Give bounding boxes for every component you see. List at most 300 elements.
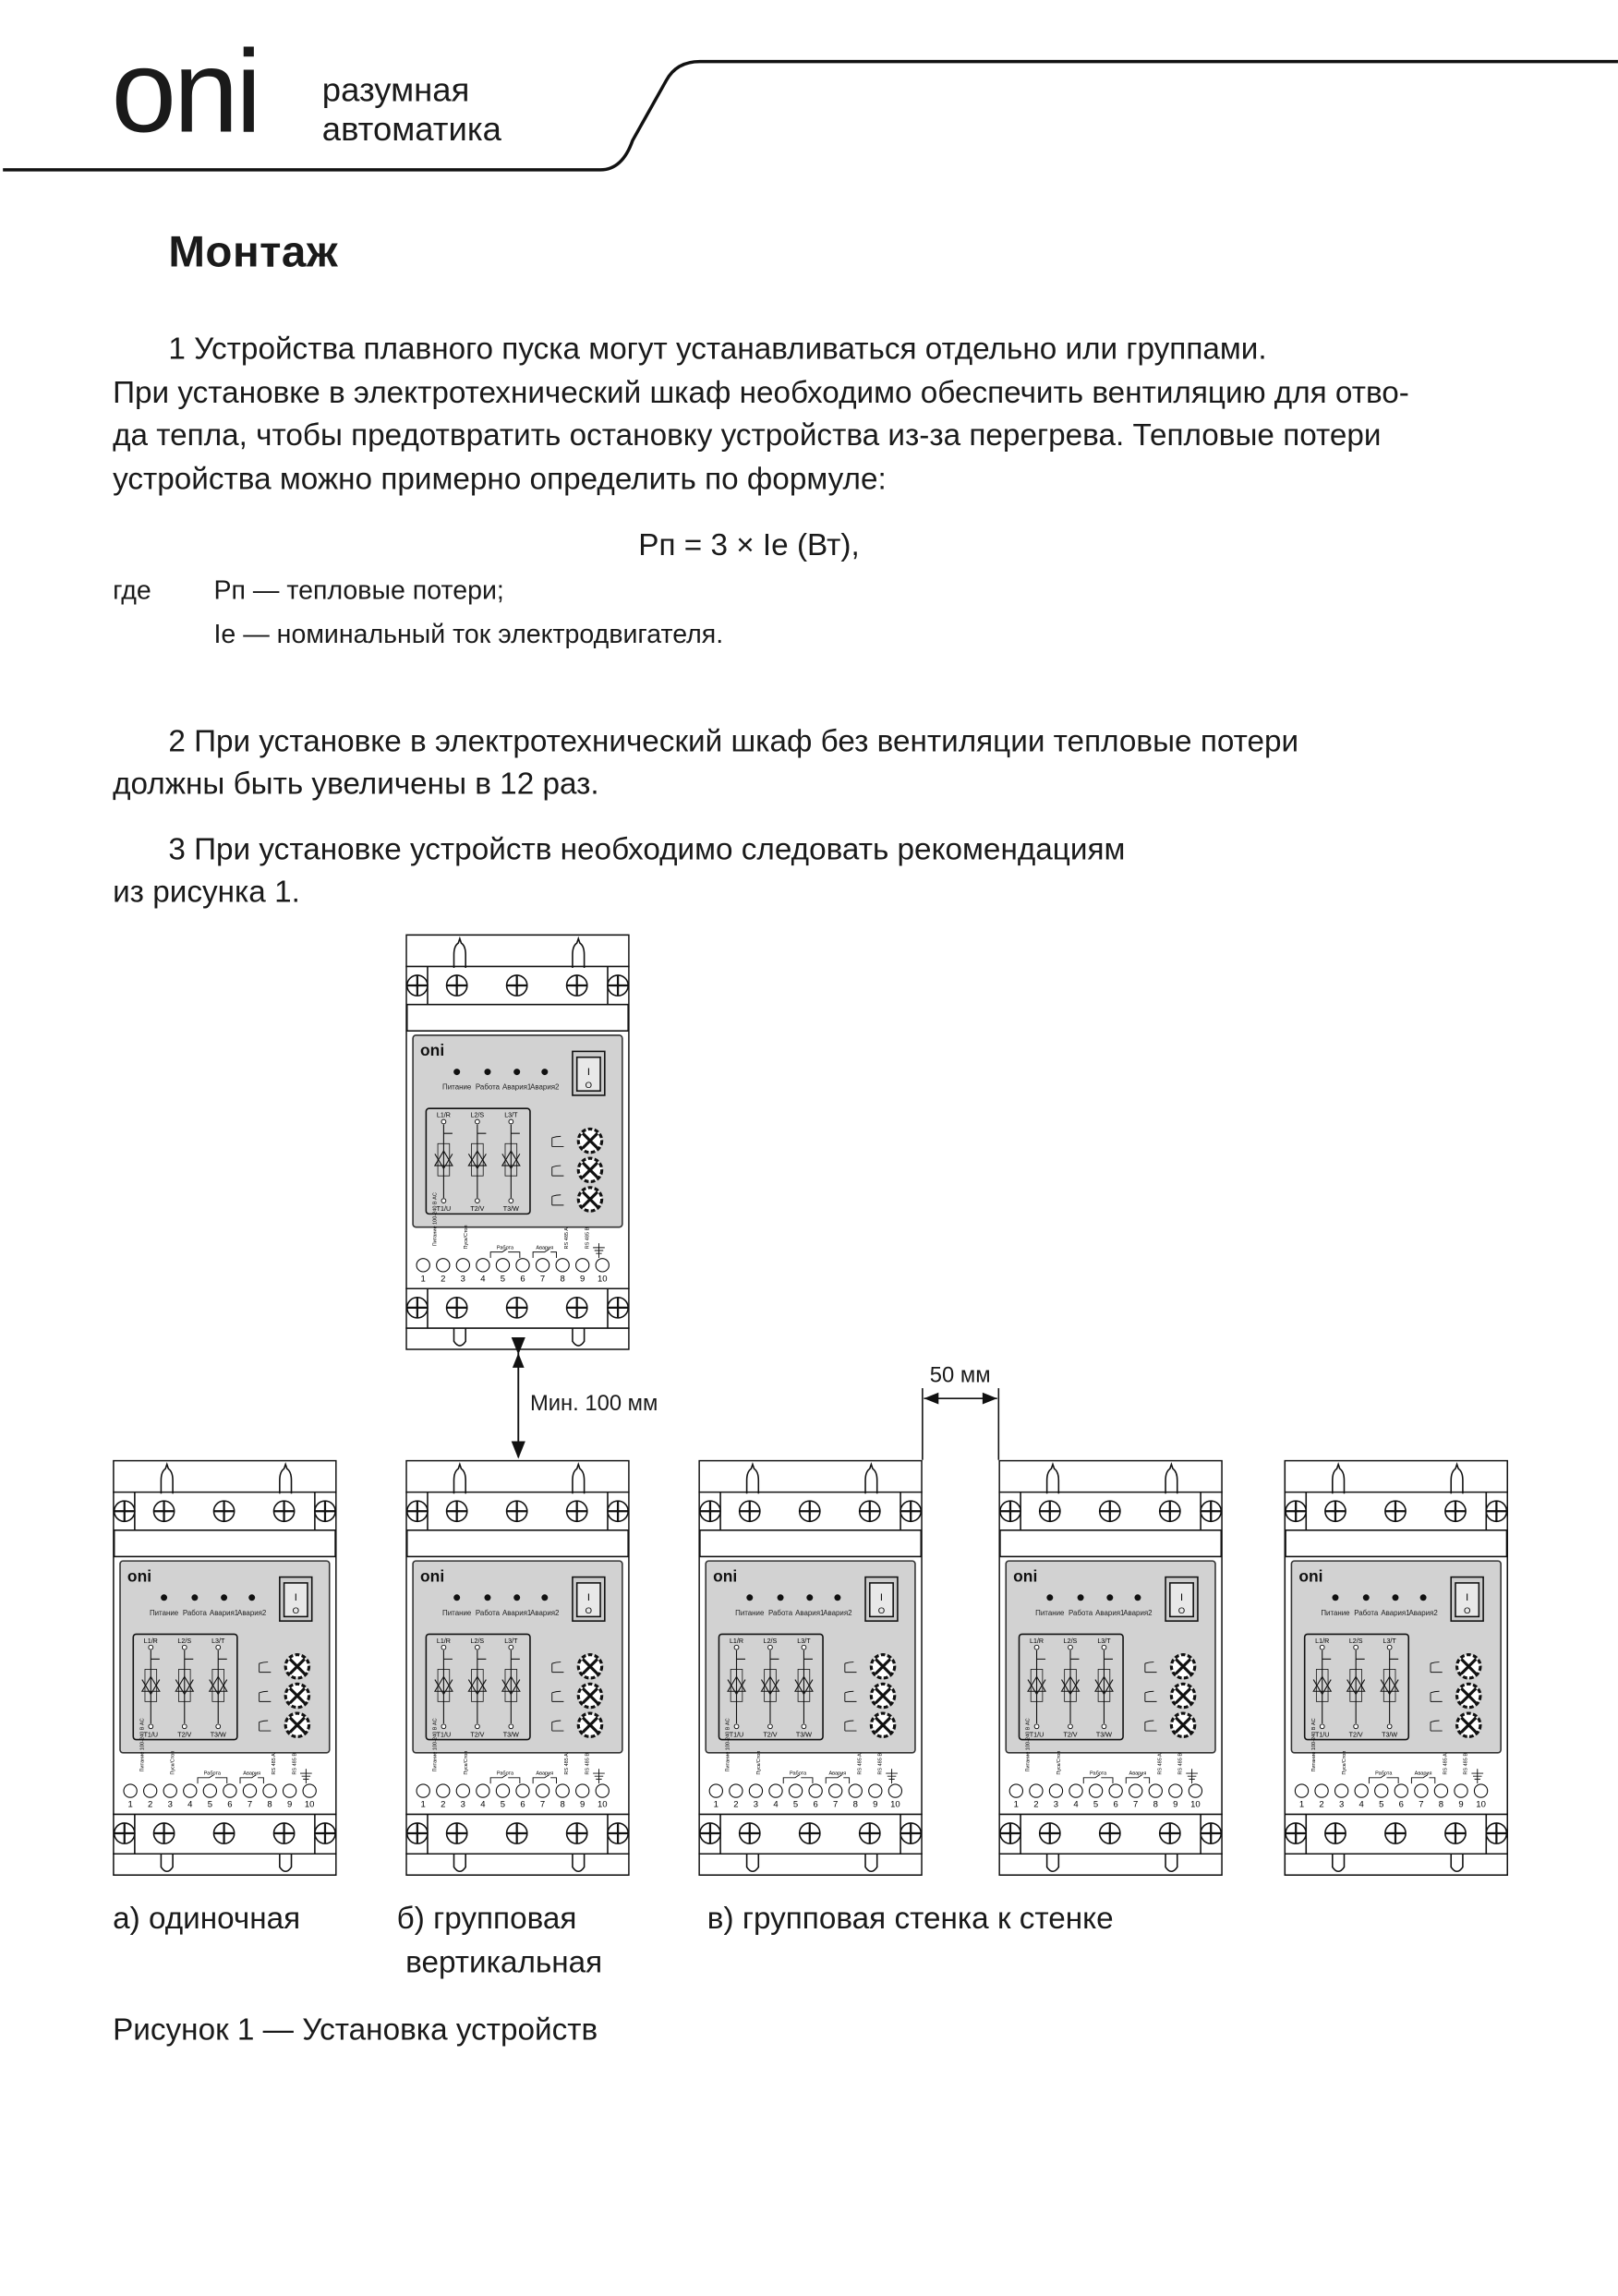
svg-text:1: 1 [420, 1274, 426, 1285]
svg-text:8: 8 [560, 1799, 565, 1810]
screw-icon [447, 1298, 467, 1318]
svg-text:RS 485 B: RS 485 B [1463, 1752, 1469, 1775]
caption-single: а) одиночная [113, 1902, 301, 1937]
svg-text:T1/U: T1/U [436, 1731, 452, 1739]
screw-icon [507, 1501, 527, 1521]
terminal-icon [596, 1259, 609, 1272]
svg-text:9: 9 [286, 1799, 293, 1810]
where-label: где [113, 575, 151, 605]
terminal-icon [163, 1784, 176, 1797]
svg-text:L1/R: L1/R [1315, 1637, 1330, 1645]
svg-text:6: 6 [1113, 1799, 1118, 1810]
screw-icon [1100, 1501, 1120, 1521]
svg-text:oni: oni [127, 1566, 152, 1586]
svg-text:6: 6 [520, 1799, 525, 1810]
svg-text:T2/V: T2/V [1063, 1731, 1078, 1739]
svg-text:Работа: Работа [475, 1608, 501, 1617]
svg-text:T2/V: T2/V [470, 1731, 485, 1739]
svg-text:4: 4 [480, 1799, 486, 1810]
svg-text:I: I [879, 1591, 884, 1603]
svg-text:T2/V: T2/V [470, 1205, 485, 1214]
svg-text:Работа: Работа [1354, 1608, 1379, 1617]
terminal-icon [789, 1784, 802, 1797]
screw-icon [1040, 1823, 1060, 1843]
svg-text:T1/U: T1/U [1029, 1731, 1044, 1739]
terminal-icon [437, 1259, 450, 1272]
p3-line: 3 При установке устройств необходимо следовать рекомендациям [168, 833, 1126, 867]
svg-text:T3/W: T3/W [502, 1731, 519, 1739]
screw-icon [1325, 1823, 1346, 1843]
svg-text:7: 7 [1419, 1799, 1424, 1810]
svg-text:6: 6 [813, 1799, 818, 1810]
svg-text:Авария: Авария [828, 1770, 847, 1777]
terminal-icon [596, 1784, 609, 1797]
screw-icon [900, 1501, 921, 1521]
svg-text:3: 3 [1338, 1799, 1345, 1810]
terminal-icon [1415, 1784, 1428, 1797]
svg-text:9: 9 [873, 1799, 878, 1810]
svg-text:7: 7 [247, 1799, 253, 1810]
screw-icon [407, 1501, 428, 1521]
svg-text:T2/V: T2/V [763, 1731, 778, 1739]
svg-text:7: 7 [539, 1274, 546, 1285]
screw-icon [1000, 1823, 1020, 1843]
screw-icon [608, 1501, 628, 1521]
formula: Pп = 3 × Ie (Вт), [638, 528, 860, 562]
svg-text:Питание: Питание [442, 1082, 472, 1092]
screw-icon [407, 975, 428, 996]
svg-text:5: 5 [207, 1799, 213, 1810]
svg-text:1: 1 [1013, 1799, 1019, 1810]
figure-title: Рисунок 1 — Установка устройств [113, 2013, 598, 2048]
screw-icon [447, 975, 467, 996]
svg-text:T1/U: T1/U [143, 1731, 159, 1739]
svg-text:O: O [1463, 1606, 1471, 1617]
svg-text:2: 2 [148, 1799, 153, 1810]
device-wall-1 [698, 1460, 923, 1876]
svg-text:Авария: Авария [1414, 1770, 1432, 1777]
p1-line: 1 Устройства плавного пуска могут устанавливаться отдельно или группами. [168, 332, 1267, 367]
svg-text:Питание: Питание [1321, 1608, 1350, 1617]
svg-text:O: O [1177, 1606, 1186, 1617]
terminal-icon [223, 1784, 236, 1797]
terminal-icon [749, 1784, 762, 1797]
svg-text:Пуск/Стоп: Пуск/Стоп [463, 1225, 469, 1250]
screw-icon [315, 1823, 335, 1843]
screw-icon [115, 1501, 135, 1521]
svg-text:9: 9 [580, 1799, 586, 1810]
svg-text:T3/W: T3/W [210, 1731, 226, 1739]
svg-text:Авария2: Авария2 [1408, 1608, 1438, 1617]
terminal-icon [809, 1784, 822, 1797]
svg-text:RS 485 B: RS 485 B [292, 1752, 298, 1775]
svg-text:RS 485 A: RS 485 A [1157, 1753, 1164, 1775]
screw-icon [700, 1823, 720, 1843]
svg-text:oni: oni [420, 1566, 445, 1586]
device-top [405, 935, 630, 1350]
terminal-icon [1089, 1784, 1102, 1797]
terminal-icon [456, 1259, 469, 1272]
screw-icon [507, 975, 527, 996]
terminal-icon [1030, 1784, 1043, 1797]
svg-text:10: 10 [597, 1274, 608, 1285]
svg-text:oni: oni [1013, 1566, 1038, 1586]
p2-line: 2 При установке в электротехнический шкаф без вентиляции тепловые потери [168, 724, 1299, 759]
terminal-icon [263, 1784, 276, 1797]
svg-text:10: 10 [304, 1799, 315, 1810]
svg-text:Пуск/Стоп: Пуск/Стоп [1056, 1750, 1062, 1775]
screw-icon [213, 1501, 234, 1521]
svg-text:oni: oni [1298, 1566, 1323, 1586]
svg-text:T3/W: T3/W [1382, 1731, 1398, 1739]
screw-icon [800, 1501, 820, 1521]
dimension-vertical-label: Мин. 100 мм [529, 1391, 658, 1417]
svg-text:Работа: Работа [1375, 1770, 1393, 1777]
terminal-icon [1009, 1784, 1022, 1797]
screw-icon [608, 975, 628, 996]
svg-text:L2/S: L2/S [470, 1111, 485, 1119]
screw-icon [507, 1823, 527, 1843]
screw-icon [407, 1823, 428, 1843]
terminal-icon [709, 1784, 722, 1797]
svg-text:L3/T: L3/T [211, 1637, 225, 1645]
svg-text:Питание: Питание [1035, 1608, 1065, 1617]
terminal-icon [243, 1784, 256, 1797]
svg-text:Питание: Питание [735, 1608, 765, 1617]
svg-text:Питание 100-240 В AC: Питание 100-240 В AC [725, 1718, 731, 1772]
terminal-icon [869, 1784, 882, 1797]
svg-text:Авария1: Авария1 [1095, 1608, 1125, 1617]
screw-icon [153, 1501, 174, 1521]
brand-logo: oni [111, 26, 260, 157]
svg-text:2: 2 [441, 1799, 446, 1810]
svg-text:L2/S: L2/S [1063, 1637, 1078, 1645]
svg-text:O: O [877, 1606, 886, 1617]
svg-text:Авария: Авария [243, 1770, 261, 1777]
svg-text:RS 485 B: RS 485 B [585, 1227, 591, 1250]
svg-text:Авария: Авария [536, 1770, 554, 1777]
screw-icon [447, 1823, 467, 1843]
terminal-icon [283, 1784, 296, 1797]
svg-text:L1/R: L1/R [436, 1637, 451, 1645]
terminal-icon [1474, 1784, 1487, 1797]
svg-text:10: 10 [1476, 1799, 1486, 1810]
screw-icon [800, 1823, 820, 1843]
svg-text:Авария1: Авария1 [795, 1608, 825, 1617]
screw-icon [407, 1298, 428, 1318]
screw-icon [1201, 1501, 1221, 1521]
terminal-icon [1049, 1784, 1062, 1797]
screw-icon [860, 1501, 880, 1521]
terminal-icon [184, 1784, 197, 1797]
svg-text:Авария2: Авария2 [530, 1082, 560, 1092]
terminal-icon [556, 1259, 569, 1272]
p1-line: устройства можно примерно определить по формуле: [113, 463, 887, 497]
screw-icon [1201, 1823, 1221, 1843]
svg-text:O: O [292, 1606, 299, 1617]
screw-icon [740, 1501, 760, 1521]
screw-icon [1486, 1501, 1506, 1521]
screw-icon [860, 1823, 880, 1843]
screw-icon [608, 1298, 628, 1318]
terminal-icon [576, 1784, 589, 1797]
screw-icon [507, 1298, 527, 1318]
svg-text:L1/R: L1/R [1030, 1637, 1044, 1645]
screw-icon [1445, 1501, 1466, 1521]
svg-text:2: 2 [733, 1799, 739, 1810]
svg-text:2: 2 [441, 1274, 446, 1285]
svg-text:1: 1 [1298, 1799, 1305, 1810]
svg-text:L3/T: L3/T [504, 1111, 518, 1119]
svg-text:Работа: Работа [182, 1608, 207, 1617]
svg-text:1: 1 [713, 1799, 718, 1810]
svg-text:Работа: Работа [1089, 1770, 1107, 1777]
svg-text:Работа: Работа [1069, 1608, 1093, 1617]
device-single [113, 1460, 337, 1876]
screw-icon [567, 1298, 587, 1318]
svg-text:RS 485 A: RS 485 A [564, 1753, 571, 1775]
svg-text:Питание 100-240 В AC: Питание 100-240 В AC [432, 1192, 439, 1247]
svg-text:Работа: Работа [475, 1082, 501, 1092]
brand-tagline-2: автоматика [321, 109, 501, 149]
svg-text:L1/R: L1/R [436, 1111, 451, 1119]
svg-text:8: 8 [560, 1274, 565, 1285]
caption-wall-to-wall: в) групповая стенка к стенке [706, 1902, 1114, 1937]
terminal-icon [516, 1784, 529, 1797]
svg-text:10: 10 [890, 1799, 900, 1810]
svg-text:Пуск/Стоп: Пуск/Стоп [1342, 1750, 1348, 1775]
terminal-icon [1069, 1784, 1082, 1797]
screw-icon [1385, 1823, 1406, 1843]
svg-text:Авария1: Авария1 [1381, 1608, 1410, 1617]
svg-text:7: 7 [1133, 1799, 1139, 1810]
svg-text:T2/V: T2/V [177, 1731, 192, 1739]
svg-text:3: 3 [460, 1274, 465, 1285]
terminal-icon [1355, 1784, 1368, 1797]
svg-text:1: 1 [420, 1799, 426, 1810]
svg-text:L1/R: L1/R [729, 1637, 744, 1645]
screw-icon [273, 1501, 294, 1521]
svg-text:1: 1 [127, 1799, 133, 1810]
svg-text:L2/S: L2/S [1348, 1637, 1363, 1645]
svg-text:Работа: Работа [496, 1245, 514, 1251]
svg-text:Питание 100-240 В AC: Питание 100-240 В AC [1025, 1718, 1032, 1772]
svg-text:3: 3 [1053, 1799, 1059, 1810]
svg-text:7: 7 [833, 1799, 839, 1810]
screw-icon [1100, 1823, 1120, 1843]
screw-icon [608, 1823, 628, 1843]
svg-text:Работа: Работа [203, 1770, 222, 1777]
terminal-icon [496, 1259, 509, 1272]
screw-icon [315, 1501, 335, 1521]
svg-text:I: I [294, 1591, 297, 1603]
svg-text:5: 5 [500, 1274, 506, 1285]
svg-text:8: 8 [267, 1799, 272, 1810]
svg-text:T2/V: T2/V [1348, 1731, 1363, 1739]
screw-icon [1160, 1823, 1180, 1843]
svg-text:4: 4 [187, 1799, 193, 1810]
svg-text:2: 2 [1033, 1799, 1039, 1810]
svg-text:O: O [585, 1081, 593, 1092]
svg-text:RS 485 B: RS 485 B [1177, 1752, 1184, 1775]
caption-group-vertical-2: вертикальная [405, 1946, 603, 1980]
svg-text:L2/S: L2/S [763, 1637, 778, 1645]
terminal-icon [849, 1784, 862, 1797]
svg-text:T1/U: T1/U [1314, 1731, 1330, 1739]
svg-text:6: 6 [227, 1799, 233, 1810]
svg-text:I: I [586, 1066, 590, 1078]
svg-text:5: 5 [1093, 1799, 1099, 1810]
svg-text:Авария1: Авария1 [502, 1082, 532, 1092]
svg-text:O: O [585, 1606, 593, 1617]
terminal-icon [536, 1784, 549, 1797]
svg-text:5: 5 [500, 1799, 506, 1810]
screw-icon [153, 1823, 174, 1843]
terminal-icon [477, 1784, 489, 1797]
svg-text:Авария2: Авария2 [1123, 1608, 1153, 1617]
terminal-icon [144, 1784, 157, 1797]
svg-text:I: I [1466, 1591, 1469, 1603]
svg-text:7: 7 [539, 1799, 546, 1810]
svg-text:T1/U: T1/U [729, 1731, 744, 1739]
svg-text:L2/S: L2/S [177, 1637, 192, 1645]
svg-text:Работа: Работа [789, 1770, 807, 1777]
terminal-icon [1189, 1784, 1201, 1797]
terminal-icon [730, 1784, 743, 1797]
terminal-icon [536, 1259, 549, 1272]
svg-text:Питание 100-240 В AC: Питание 100-240 В AC [432, 1718, 439, 1772]
terminal-icon [303, 1784, 316, 1797]
where-item: Pп — тепловые потери; [213, 575, 504, 605]
screw-icon [567, 1823, 587, 1843]
terminal-icon [477, 1259, 489, 1272]
terminal-icon [1295, 1784, 1308, 1797]
svg-text:Работа: Работа [768, 1608, 793, 1617]
screw-icon [1325, 1501, 1346, 1521]
terminal-icon [417, 1784, 429, 1797]
svg-text:9: 9 [1458, 1799, 1464, 1810]
svg-text:9: 9 [580, 1274, 586, 1285]
screw-icon [1160, 1501, 1180, 1521]
device-wall-3 [1284, 1460, 1508, 1876]
screw-icon [1486, 1823, 1506, 1843]
svg-text:4: 4 [1358, 1799, 1364, 1810]
svg-text:T1/U: T1/U [436, 1205, 452, 1214]
terminal-icon [1315, 1784, 1328, 1797]
svg-text:Авария2: Авария2 [530, 1608, 560, 1617]
svg-text:Питание: Питание [149, 1608, 179, 1617]
terminal-icon [1335, 1784, 1348, 1797]
svg-text:3: 3 [753, 1799, 759, 1810]
svg-text:2: 2 [1319, 1799, 1324, 1810]
svg-text:T3/W: T3/W [795, 1731, 812, 1739]
page-title: Монтаж [168, 228, 339, 277]
svg-text:Авария1: Авария1 [502, 1608, 532, 1617]
svg-text:Пуск/Стоп: Пуск/Стоп [755, 1750, 762, 1775]
screw-icon [1385, 1501, 1406, 1521]
svg-text:Питание 100-240 В AC: Питание 100-240 В AC [139, 1718, 146, 1772]
terminal-icon [417, 1259, 429, 1272]
terminal-icon [456, 1784, 469, 1797]
svg-text:5: 5 [1379, 1799, 1384, 1810]
svg-text:oni: oni [420, 1041, 445, 1060]
terminal-icon [516, 1259, 529, 1272]
svg-text:L3/T: L3/T [1097, 1637, 1111, 1645]
terminal-icon [769, 1784, 782, 1797]
terminal-icon [1455, 1784, 1467, 1797]
svg-text:4: 4 [1073, 1799, 1079, 1810]
svg-text:Авария1: Авария1 [209, 1608, 239, 1617]
svg-text:I: I [1179, 1591, 1184, 1603]
terminal-icon [1395, 1784, 1407, 1797]
terminal-icon [1149, 1784, 1162, 1797]
screw-icon [1040, 1501, 1060, 1521]
terminal-icon [1434, 1784, 1447, 1797]
svg-text:Авария2: Авария2 [237, 1608, 267, 1617]
caption-group-vertical-1: б) групповая [396, 1902, 577, 1937]
svg-text:8: 8 [1153, 1799, 1158, 1810]
svg-text:RS 485 A: RS 485 A [857, 1753, 863, 1775]
screw-icon [740, 1823, 760, 1843]
svg-text:3: 3 [460, 1799, 465, 1810]
brand-tagline-1: разумная [321, 70, 470, 109]
svg-text:RS 485 A: RS 485 A [564, 1227, 571, 1250]
svg-text:RS 485 A: RS 485 A [272, 1753, 278, 1775]
svg-text:4: 4 [773, 1799, 779, 1810]
svg-text:Пуск/Стоп: Пуск/Стоп [170, 1750, 176, 1775]
svg-text:9: 9 [1173, 1799, 1178, 1810]
svg-text:6: 6 [520, 1274, 525, 1285]
screw-icon [447, 1501, 467, 1521]
svg-text:T3/W: T3/W [502, 1205, 519, 1214]
svg-text:Питание: Питание [442, 1608, 472, 1617]
svg-text:I: I [586, 1591, 590, 1603]
terminal-icon [124, 1784, 137, 1797]
terminal-icon [496, 1784, 509, 1797]
svg-text:5: 5 [792, 1799, 799, 1810]
screw-icon [273, 1823, 294, 1843]
screw-icon [1445, 1823, 1466, 1843]
svg-text:Авария: Авария [1129, 1770, 1147, 1777]
screw-icon [900, 1823, 921, 1843]
svg-text:8: 8 [852, 1799, 858, 1810]
svg-text:oni: oni [713, 1566, 738, 1586]
svg-text:RS 485 B: RS 485 B [585, 1752, 591, 1775]
terminal-icon [437, 1784, 450, 1797]
terminal-icon [203, 1784, 216, 1797]
terminal-icon [1375, 1784, 1388, 1797]
screw-icon [1000, 1501, 1020, 1521]
screw-icon [1286, 1501, 1306, 1521]
svg-text:L1/R: L1/R [143, 1637, 158, 1645]
svg-text:RS 485 B: RS 485 B [877, 1752, 884, 1775]
terminal-icon [1109, 1784, 1122, 1797]
p1-line: да тепла, чтобы предотвратить остановку устройства из-за перегрева. Тепловые потери [113, 418, 1382, 453]
svg-text:8: 8 [1438, 1799, 1444, 1810]
terminal-icon [829, 1784, 842, 1797]
svg-text:Работа: Работа [496, 1770, 514, 1777]
svg-text:10: 10 [1190, 1799, 1201, 1810]
terminal-icon [888, 1784, 901, 1797]
screw-icon [567, 975, 587, 996]
terminal-icon [556, 1784, 569, 1797]
terminal-icon [576, 1259, 589, 1272]
screw-icon [1286, 1823, 1306, 1843]
dimension-horizontal-label: 50 мм [929, 1363, 991, 1389]
svg-text:Авария: Авария [536, 1245, 554, 1251]
svg-text:6: 6 [1398, 1799, 1404, 1810]
screw-icon [700, 1501, 720, 1521]
